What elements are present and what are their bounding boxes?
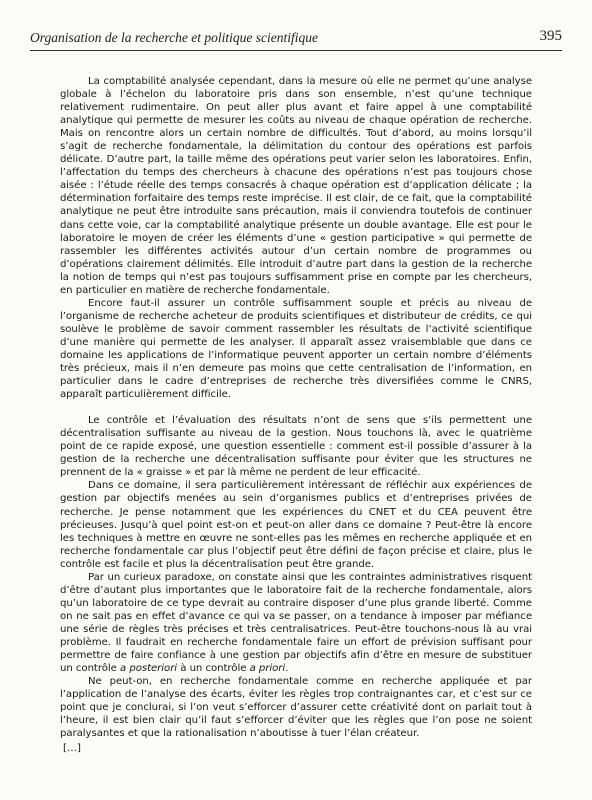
- page-number: 395: [539, 28, 562, 44]
- paragraph-5-end: .: [285, 663, 289, 675]
- paragraph-5-middle: à un contrôle: [177, 663, 250, 675]
- ellipsis-mark: […]: [63, 743, 81, 755]
- paragraph-1: La comptabilité analysée cependant, dans la mesure où elle ne permet qu’une analyse globale à l’échelon du laboratoire pris dans son ensemble, n’est qu’une technique relativement rudimentaire. On peut aller plus avant et faire appel à une comptabilité analytique qui permette de mesurer les coûts au niveau de chaque opération de recherche. Mais on rencontre alors un certain nombre de difficultés. Tout d’abord, au moins lorsqu’il s’agit de recherche fondamentale, la délimitation du contour des opérations est parfois délicate. D’autre part, la taille même des opérations peut varier selon les laboratoires. Enfin, l’affectation du temps des chercheurs à chacune des opérations n’est pas toujours chose aisée : l’étude réelle des temps consacrés à chaque opération est d’application délicate ; la détermination forfaitaire des temps reste imprécise. Il est clair, de ce fait, que la comptabilité analytique ne peut être introduite sans précaution, mais il conviendra toutefois de continuer dans cette voie, car la comptabilité analytique présente un double avantage. Elle est pour le laboratoire le moyen de créer les éléments d’une « gestion participative » qui permette de rassembler les différentes activités autour d’un certain nombre de programmes ou d’opérations clairement délimités. Elle introduit d’autre part dans la gestion de la recherche la notion de temps qui n’est pas toujours suffisamment prise en compte par les chercheurs, en particulier en matière de recherche fondamentale.: [60, 76, 532, 296]
- a-priori-term: a priori: [249, 663, 286, 675]
- a-posteriori-term: a posteriori: [120, 663, 178, 675]
- paragraph-6: Ne peut-on, en recherche fondamentale comme en recherche appliquée et par l’application de l’analyse des écarts, éviter les règles trop contraignantes car, et c’est sur ce point que je conclurai, si l’on veut s’efforcer d’assurer cette créativité dont on parlait tout à l’heure, il est bien clair qu’il faut s’efforcer d’éviter que les règles que l’on pose ne soient paralysantes et que la rationalisation n’aboutisse à tuer l’élan créateur.: [60, 676, 532, 740]
- running-header: [30, 30, 562, 51]
- paragraph-5: [60, 571, 532, 675]
- paragraph-3: Le contrôle et l’évaluation des résultats n’ont de sens que s’ils permettent une décentralisation suffisante au niveau de la gestion. Nous touchons là, avec le quatrième point de ce rapide exposé, une question essentielle : comment est-il possible d’assurer à la gestion de la recherche une décentralisation suffisante pour éviter que les structures ne prennent de la « graisse » et par là même ne perdent de leur efficacité.: [60, 415, 532, 479]
- header-title: Organisation de la recherche et politique scientifique: [30, 30, 318, 45]
- paragraph-4: Dans ce domaine, il sera particulièrement intéressant de réfléchir aux expériences de gestion par objectifs menées au sein d’organismes publics et d’entreprises privées de recherche. Je pense notamment que les expériences du CNET et du CEA peuvent être précieuses. Jusqu’à quel point est-on et peut-on aller dans ce domaine ? Peut-être là encore les techniques à mettre en œuvre ne sont-elles pas les mêmes en recherche appliquée et en recherche fondamentale car plus l’objectif peut être défini de façon précise et claire, plus le contrôle est facile et plus la décentralisation peut être grande.: [60, 480, 532, 570]
- body-text: [60, 75, 532, 755]
- paragraph-2: Encore faut-il assurer un contrôle suffisamment souple et précis au niveau de l’organisme de recherche acheteur de produits scientifiques et distributeur de crédits, ce qui soulève le problème de savoir comment rassembler les résultats de l’activité scientifique d’une manière qui permette de les analyser. Il apparaît assez vraisemblable que dans ce domaine les applications de l’informatique peuvent apporter un certain nombre d’éléments très précieux, mais il n’en demeure pas moins que cette centralisation de l’information, en particulier dans le cadre d’entreprises de recherche très diversifiées comme le CNRS, apparaît particulièrement difficile.: [60, 297, 532, 401]
- paragraph-5-text: Par un curieux paradoxe, on constate ainsi que les contraintes administratives risquent d’être d’autant plus importantes que le laboratoire fait de la recherche fondamentale, alors qu’un laboratoire de ce type devrait au contraire disposer d’une plus grande liberté. Comme on ne sait pas en effet d’avance ce qui va se passer, on a tendance à imposer par méfiance une série de règles très précises et très centralisatrices. Peut-être touchons-nous là au vrai problème. Il faudrait en recherche fondamentale faire un effort de prévision suffisant pour permettre de faire confiance à une gestion par objectifs afin d’être en mesure de substituer un contrôle: [60, 571, 532, 675]
